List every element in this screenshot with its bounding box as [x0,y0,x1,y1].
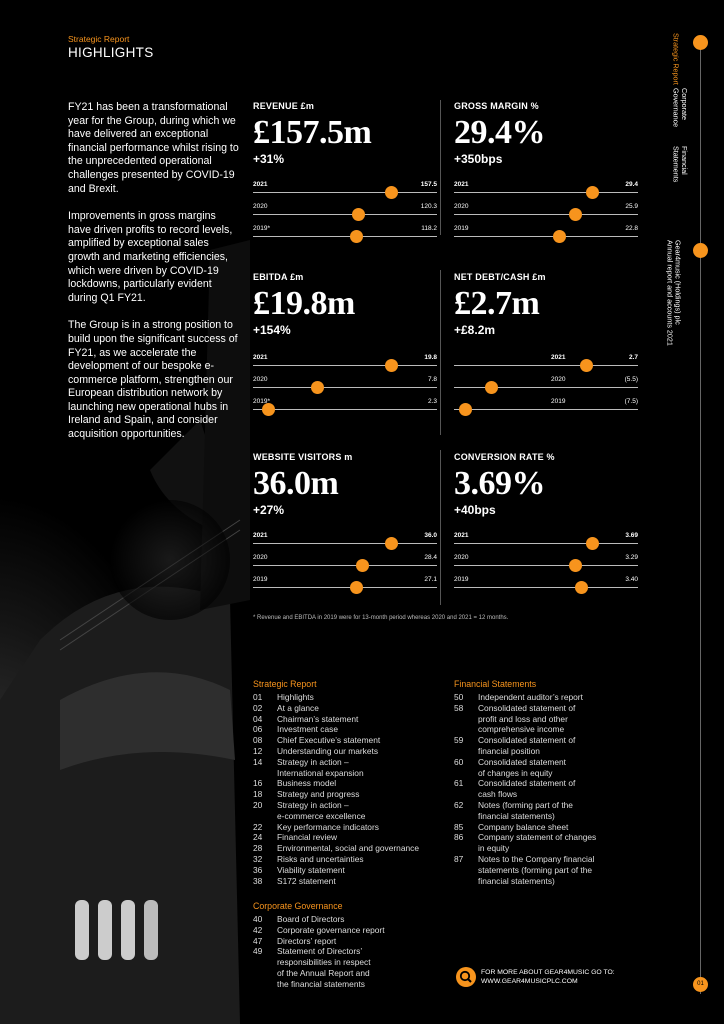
search-icon[interactable] [456,967,476,987]
toc-entry[interactable] [253,925,385,936]
toc-page-number: 47 [253,935,263,946]
toc-entry[interactable] [454,778,596,789]
toc-entry[interactable] [253,936,385,947]
metric-value: £19.8m [253,285,355,322]
toc-entry [454,811,596,822]
toc-entry-title: Notes (forming part of the [478,799,573,810]
toc-entry[interactable] [253,876,419,887]
toc-entry-title: Viability statement [277,864,345,875]
toc-entry[interactable] [454,822,596,833]
bar-year-label: 2020 [454,203,469,210]
bar-line [253,409,437,410]
toc-entry [454,724,596,735]
toc-page-number [253,968,277,979]
toc-entry[interactable] [253,946,385,957]
toc-entry[interactable] [454,735,596,746]
toc-entry [253,768,419,779]
toc-entry-title: Strategy in action – [277,799,349,810]
metric-label: REVENUE £m [253,101,315,111]
bar-line [454,409,638,410]
toc-page-number: 32 [253,853,263,864]
bar-value-label: (7.5) [624,398,638,405]
toc-page-number: 87 [454,853,464,864]
intro-paragraph-3: The Group is in a strong position to build upon the significant success of FY21, as we accelerate the development of our bespoke e-commerce platform, strengthen our European distribution network by launching new operational hubs in Ireland and Spain, and consider acquisition opportunities. [68,319,238,441]
bar-year-label: 2020 [253,554,268,561]
bar-year-label: 2020 [551,376,566,383]
bar-value-label: 3.40 [625,576,638,583]
nav-strategic-report[interactable]: Strategic Report [671,33,681,85]
toc-entry[interactable] [253,854,419,865]
toc-entry [253,811,419,822]
toc-entry-title: International expansion [277,767,364,778]
intro-paragraph-1: FY21 has been a transformational year for the Group, during which we have delivered an exceptional financial performance whilst rising to the unprecedented operational challenges presented by COVID-19 and Brexit. [68,101,239,195]
toc-entry [454,714,596,725]
bar-row-2019 [253,398,437,420]
toc-entry-title: comprehensive income [478,724,565,735]
toc-page-number [454,843,478,854]
toc-entry-title: Consolidated statement of [478,702,576,713]
toc-entry[interactable] [253,789,419,800]
bar-year-label: 2020 [253,203,268,210]
toc-entry[interactable] [253,832,419,843]
toc-page-number: 14 [253,756,263,767]
bar-year-label: 2020 [253,376,268,383]
metric-value: 36.0m [253,465,339,502]
toc-entry-title: Environmental, social and governance [277,843,419,854]
metric-gross-margin [454,101,638,232]
bar-value-label: 2.7 [628,354,638,361]
toc-page-number: 61 [454,778,464,789]
toc-entry-title: cash flows [478,789,518,800]
toc-entry-title: of the Annual Report and [277,967,370,978]
toc-page-number [253,811,277,822]
toc-page-number: 49 [253,946,263,957]
toc-page-number: 58 [454,702,464,713]
toc-entry-title: Board of Directors [277,914,345,924]
toc-page-number [454,714,478,725]
toc-entry[interactable] [253,724,419,735]
bar-marker-dot [586,537,599,550]
website-link[interactable] [481,969,615,986]
bar-marker-dot [569,559,582,572]
toc-entry[interactable] [253,800,419,811]
toc-page-number [253,979,277,990]
bar-marker-dot [352,208,365,221]
bar-year-label: 2020 [454,554,469,561]
bar-value-label: 36.0 [424,532,437,539]
toc-entry-title: Corporate governance report [277,924,385,935]
toc-entry[interactable] [454,800,596,811]
bar-value-label: (5.5) [624,376,638,383]
bar-year-label: 2019 [454,225,469,232]
website-line-1: FOR MORE ABOUT GEAR4MUSIC GO TO: [481,969,615,976]
page-number: 01 [693,977,708,992]
bar-year-label: 2019 [551,398,566,405]
bar-line [454,214,638,215]
toc-entry [253,979,385,990]
toc-entry-title: Notes to the Company financial [478,853,595,864]
toc-page-number [454,876,478,887]
toc-page-number [454,724,478,735]
toc-entry-title: Key performance indicators [277,821,379,832]
toc-entry[interactable] [253,778,419,789]
toc-entry[interactable] [253,822,419,833]
toc-entry-title: Chief Executive’s statement [277,735,381,746]
metric-change: +350bps [454,152,503,166]
toc-entry [253,957,385,968]
toc-entry-title: Understanding our markets [277,745,379,756]
bar-value-label: 7.8 [427,376,437,383]
nav-financial-statements[interactable]: Financial Statements [671,146,690,183]
bar-year-label: 2021 [253,354,268,361]
bar-value-label: 28.4 [424,554,437,561]
bar-marker-dot [356,559,369,572]
toc-page-number: 36 [253,864,263,875]
bar-row-2020 [454,554,638,576]
toc-entry[interactable] [253,735,419,746]
toc-entry-title: Highlights [277,692,314,702]
toc-entry [454,876,596,887]
bar-value-label: 3.29 [625,554,638,561]
bar-year-label: 2021 [551,354,566,361]
toc-page-number: 86 [454,832,464,843]
bar-line [253,543,437,544]
divider-line [440,270,441,435]
bar-marker-dot [569,208,582,221]
bar-value-label: 29.4 [625,181,638,188]
toc-page-number [454,865,478,876]
metric-value: 3.69% [454,465,545,502]
toc-entry-title: At a glance [277,702,319,713]
bar-value-label: 27.1 [424,576,437,583]
toc-entry[interactable] [253,843,419,854]
bar-value-label: 19.8 [424,354,437,361]
toc-entry[interactable] [253,914,385,925]
toc-heading: Corporate Governance [253,901,343,911]
metric-change: +154% [253,323,291,337]
bar-row-2021 [253,532,437,554]
toc-page-number: 24 [253,832,263,843]
metric-change: +27% [253,503,285,517]
nav-marker-dot [693,35,708,50]
toc-corporate-governance [253,901,385,990]
toc-entry-title: Company balance sheet [478,821,569,832]
bar-row-2019 [253,225,437,247]
bar-year-label: 2019* [253,225,270,232]
toc-heading: Strategic Report [253,679,317,689]
toc-entry-title: Strategy and progress [277,789,360,800]
bar-value-label: 118.2 [421,225,437,232]
toc-entry-title: Consolidated statement [478,756,566,767]
bar-marker-dot [350,581,363,594]
toc-entry-title: Independent auditor’s report [478,692,583,702]
toc-page-number [454,768,478,779]
bar-marker-dot [311,381,324,394]
bar-row-2020 [253,554,437,576]
toc-page-number: 40 [253,914,263,924]
bar-marker-dot [553,230,566,243]
bar-value-label: 25.9 [625,203,638,210]
section-label: Strategic Report [68,34,130,44]
toc-entry-title: financial statements) [478,875,555,886]
metric-label: EBITDA £m [253,272,304,282]
toc-page-number [253,768,277,779]
bar-value-label: 120.3 [420,203,437,210]
toc-entry-title: in equity [478,843,510,854]
toc-entry-title: Directors’ report [277,935,337,946]
metric-ebitda [253,272,437,405]
metric-label: WEBSITE VISITORS m [253,452,353,462]
page-title: HIGHLIGHTS [68,45,154,60]
bar-marker-dot [385,359,398,372]
nav-corporate-governance[interactable]: Corporate Governance [671,88,690,128]
toc-entry[interactable] [454,703,596,714]
toc-page-number: 85 [454,821,464,832]
toc-entry[interactable] [454,832,596,843]
bar-line [454,543,638,544]
toc-entry-title: S172 statement [277,875,336,886]
toc-page-number: 62 [454,799,464,810]
footnote: * Revenue and EBITDA in 2019 were for 13-month period whereas 2020 and 2021 = 12 months. [253,615,509,621]
toc-page-number [454,789,478,800]
bar-line [253,387,437,388]
toc-page-number [253,957,277,968]
toc-entry[interactable] [454,854,596,865]
bar-line [454,587,638,588]
toc-entry [253,968,385,979]
metric-net-debt [454,272,638,405]
toc-entry-title: Risks and uncertainties [277,853,364,864]
nav-rail [700,44,701,994]
bar-marker-dot [459,403,472,416]
toc-entry-title: profit and loss and other [478,713,568,724]
toc-page-number: 20 [253,799,263,810]
toc-page-number: 50 [454,692,464,702]
toc-entry[interactable] [253,714,419,725]
metric-change: +£8.2m [454,323,496,337]
bar-marker-dot [580,359,593,372]
bar-value-label: 157.5 [420,181,437,188]
metric-conversion-rate [454,452,638,583]
toc-page-number [454,746,478,757]
toc-entry[interactable] [253,757,419,768]
bar-year-label: 2019* [253,398,270,405]
bar-marker-dot [385,537,398,550]
bar-row-2020 [253,203,437,225]
toc-page-number: 06 [253,724,263,735]
metric-change: +31% [253,152,285,166]
toc-page-number: 04 [253,713,263,724]
toc-entry-title: Business model [277,778,337,789]
toc-entry[interactable] [253,865,419,876]
bar-marker-dot [586,186,599,199]
toc-page-number: 59 [454,735,464,746]
toc-entry[interactable] [454,692,596,703]
metric-label: GROSS MARGIN % [454,101,539,111]
toc-entry[interactable] [253,692,419,703]
toc-entry[interactable] [454,757,596,768]
bar-marker-dot [485,381,498,394]
bar-line [253,365,437,366]
bar-row-2020 [454,203,638,225]
intro-paragraph-2: Improvements in gross margins have driven profits to record levels, amplified by exceptional sales growth and marketing efficiencies, which were driven by COVID-19 lockdowns, particularly evident during Q1 FY21. [68,210,233,304]
bar-line [454,387,638,388]
bar-row-2021 [253,181,437,203]
toc-heading: Financial Statements [454,679,537,689]
bar-row-2021 [253,354,437,376]
bar-value-label: 2.3 [427,398,437,405]
bar-line [253,587,437,588]
bar-row-2021 [454,354,638,376]
website-line-2: WWW.GEAR4MUSICPLC.COM [481,977,578,985]
metric-change: +40bps [454,503,496,517]
bar-line [253,214,437,215]
bar-year-label: 2019 [253,576,268,583]
toc-page-number: 08 [253,735,263,746]
toc-entry-title: Strategy in action – [277,756,349,767]
toc-entry[interactable] [253,703,419,714]
divider-line [440,100,441,235]
toc-entry [454,789,596,800]
toc-entry-title: responsibilities in respect [277,957,371,968]
toc-page-number: 01 [253,692,263,702]
bar-year-label: 2021 [454,532,469,539]
toc-entry-title: the financial statements [277,978,365,989]
bar-row-2019 [253,576,437,598]
toc-entry-title: Consolidated statement of [478,735,576,746]
toc-entry-title: financial position [478,745,540,756]
bar-line [454,365,638,366]
bar-row-2020 [454,376,638,398]
toc-page-number: 18 [253,789,263,800]
bar-marker-dot [350,230,363,243]
toc-entry-title: Financial review [277,832,338,843]
toc-page-number: 38 [253,875,263,886]
bar-line [454,565,638,566]
bar-line [454,192,638,193]
bar-line [454,236,638,237]
metric-label: CONVERSION RATE % [454,452,555,462]
toc-strategic-report [253,679,419,886]
bar-line [253,192,437,193]
company-name: Gear4music (Holdings) plc [673,240,683,325]
metric-label: NET DEBT/CASH £m [454,272,546,282]
nav-marker-dot [693,243,708,258]
toc-page-number: 28 [253,843,263,854]
bar-row-2020 [253,376,437,398]
bar-line [253,565,437,566]
divider-line [440,450,441,605]
toc-entry [454,843,596,854]
toc-entry-title: statements (forming part of the [478,864,593,875]
toc-entry-title: of changes in equity [478,767,553,778]
bar-row-2019 [454,576,638,598]
toc-page-number: 60 [454,756,464,767]
toc-page-number: 16 [253,778,263,789]
toc-entry-title: Chairman’s statement [277,713,359,724]
bar-year-label: 2021 [253,181,268,188]
toc-page-number [454,811,478,822]
bar-row-2021 [454,532,638,554]
bar-row-2019 [454,398,638,420]
toc-page-number: 12 [253,745,263,756]
report-name: Annual report and accounts 2021 [665,240,675,346]
toc-entry-title: financial statements) [478,810,555,821]
bar-year-label: 2019 [454,576,469,583]
metric-value: £157.5m [253,114,372,151]
toc-entry-title: e-commerce excellence [277,810,366,821]
toc-entry [454,746,596,757]
metric-value: £2.7m [454,285,540,322]
toc-financial-statements [454,679,596,886]
bar-row-2019 [454,225,638,247]
toc-entry [454,865,596,876]
bar-marker-dot [385,186,398,199]
toc-entry-title: Consolidated statement of [478,778,576,789]
bar-value-label: 22.8 [625,225,638,232]
bar-year-label: 2021 [253,532,268,539]
bar-marker-dot [575,581,588,594]
toc-entry[interactable] [253,746,419,757]
bar-line [253,236,437,237]
intro-text [68,101,240,456]
toc-page-number: 22 [253,821,263,832]
toc-page-number: 02 [253,702,263,713]
metric-website-visitors [253,452,437,583]
bar-row-2021 [454,181,638,203]
toc-entry-title: Company statement of changes [478,832,597,843]
toc-entry [454,768,596,779]
metric-revenue [253,101,437,232]
toc-entry-title: Statement of Directors’ [277,946,363,957]
toc-page-number: 42 [253,924,263,935]
bar-year-label: 2021 [454,181,469,188]
bar-value-label: 3.69 [625,532,638,539]
toc-entry-title: Investment case [277,724,338,735]
metric-value: 29.4% [454,114,545,151]
